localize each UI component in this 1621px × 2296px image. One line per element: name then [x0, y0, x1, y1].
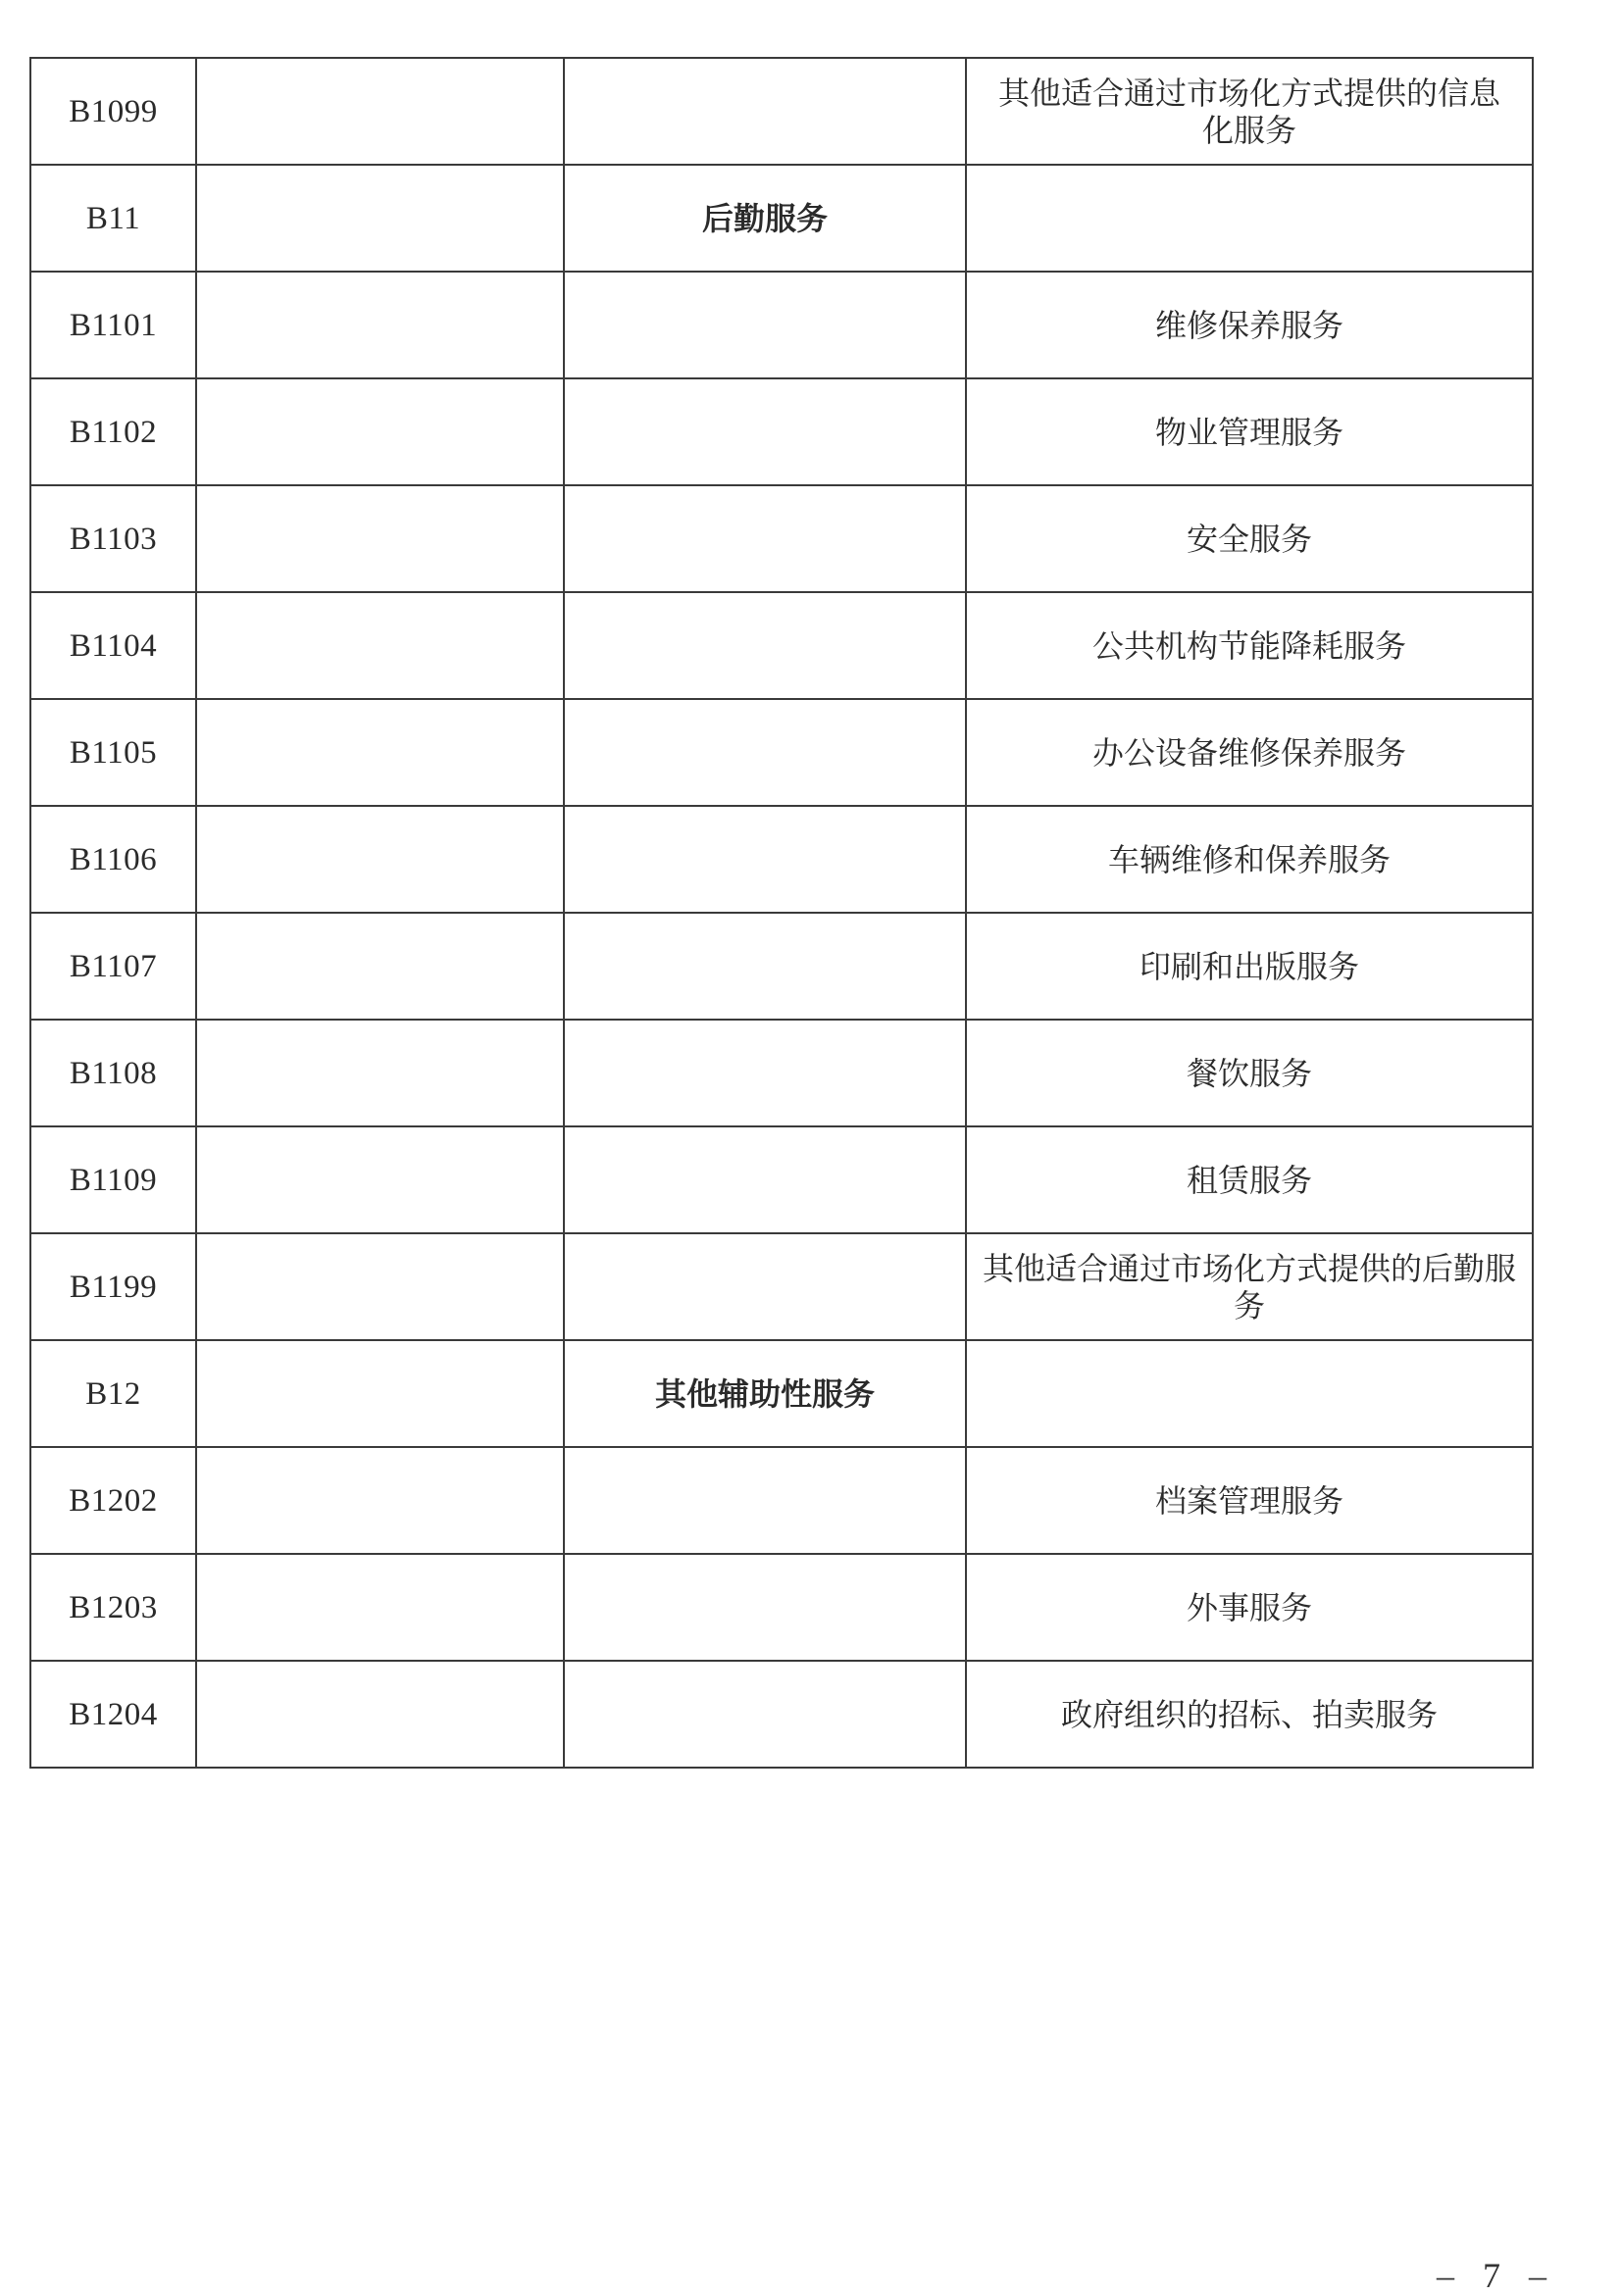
row-code: B1109: [30, 1126, 196, 1233]
row-level2: [564, 1554, 966, 1661]
row-code: B12: [30, 1340, 196, 1447]
row-level3: 印刷和出版服务: [966, 913, 1533, 1020]
catalog-table-body: [30, 58, 1533, 1768]
table-row: [30, 1126, 1533, 1233]
row-level3: 租赁服务: [966, 1126, 1533, 1233]
row-level3: [966, 165, 1533, 272]
row-level2: [564, 1447, 966, 1554]
row-level3: 车辆维修和保养服务: [966, 806, 1533, 913]
row-level1: [196, 699, 564, 806]
row-code: B1108: [30, 1020, 196, 1126]
page-number: – 7 –: [1437, 2256, 1556, 2295]
row-level2: [564, 592, 966, 699]
catalog-table: [29, 57, 1534, 1769]
row-level2: [564, 58, 966, 165]
row-level3: 物业管理服务: [966, 378, 1533, 485]
row-level2: [564, 485, 966, 592]
row-level3: 其他适合通过市场化方式提供的信息 化服务: [966, 58, 1533, 165]
row-level2: [564, 272, 966, 378]
table-row: [30, 1233, 1533, 1340]
row-level1: [196, 165, 564, 272]
table-row: [30, 378, 1533, 485]
row-level1: [196, 1661, 564, 1768]
row-level3: 外事服务: [966, 1554, 1533, 1661]
row-level2: [564, 378, 966, 485]
table-row: [30, 485, 1533, 592]
row-level2: 后勤服务: [564, 165, 966, 272]
row-level2: [564, 699, 966, 806]
row-level3: 公共机构节能降耗服务: [966, 592, 1533, 699]
row-code: B11: [30, 165, 196, 272]
table-row: [30, 592, 1533, 699]
row-code: B1099: [30, 58, 196, 165]
row-code: B1105: [30, 699, 196, 806]
table-row: [30, 1447, 1533, 1554]
row-level1: [196, 592, 564, 699]
row-level2: 其他辅助性服务: [564, 1340, 966, 1447]
row-level3: 办公设备维修保养服务: [966, 699, 1533, 806]
row-level1: [196, 378, 564, 485]
row-level2: [564, 1233, 966, 1340]
row-level3: 其他适合通过市场化方式提供的后勤服务: [966, 1233, 1533, 1340]
row-level2: [564, 1661, 966, 1768]
row-level3: 餐饮服务: [966, 1020, 1533, 1126]
row-code: B1202: [30, 1447, 196, 1554]
row-level1: [196, 1233, 564, 1340]
table-row: [30, 272, 1533, 378]
table-row: [30, 1340, 1533, 1447]
table-row: [30, 1661, 1533, 1768]
row-code: B1102: [30, 378, 196, 485]
table-row: [30, 58, 1533, 165]
row-level3: 安全服务: [966, 485, 1533, 592]
row-level1: [196, 1340, 564, 1447]
row-code: B1203: [30, 1554, 196, 1661]
row-level2: [564, 806, 966, 913]
row-level3: 档案管理服务: [966, 1447, 1533, 1554]
row-code: B1101: [30, 272, 196, 378]
table-row: [30, 699, 1533, 806]
table-row: [30, 1020, 1533, 1126]
row-code: B1107: [30, 913, 196, 1020]
row-level3: 政府组织的招标、拍卖服务: [966, 1661, 1533, 1768]
row-code: B1104: [30, 592, 196, 699]
row-level1: [196, 272, 564, 378]
row-level3: 维修保养服务: [966, 272, 1533, 378]
row-level2: [564, 913, 966, 1020]
row-level1: [196, 1126, 564, 1233]
row-code: B1204: [30, 1661, 196, 1768]
row-level1: [196, 58, 564, 165]
table-row: [30, 165, 1533, 272]
row-level1: [196, 1554, 564, 1661]
row-level1: [196, 806, 564, 913]
table-row: [30, 806, 1533, 913]
row-level2: [564, 1126, 966, 1233]
row-level1: [196, 913, 564, 1020]
row-code: B1103: [30, 485, 196, 592]
table-row: [30, 1554, 1533, 1661]
row-code: B1106: [30, 806, 196, 913]
row-code: B1199: [30, 1233, 196, 1340]
table-row: [30, 913, 1533, 1020]
row-level2: [564, 1020, 966, 1126]
row-level1: [196, 1447, 564, 1554]
row-level3: [966, 1340, 1533, 1447]
row-level1: [196, 485, 564, 592]
row-level1: [196, 1020, 564, 1126]
